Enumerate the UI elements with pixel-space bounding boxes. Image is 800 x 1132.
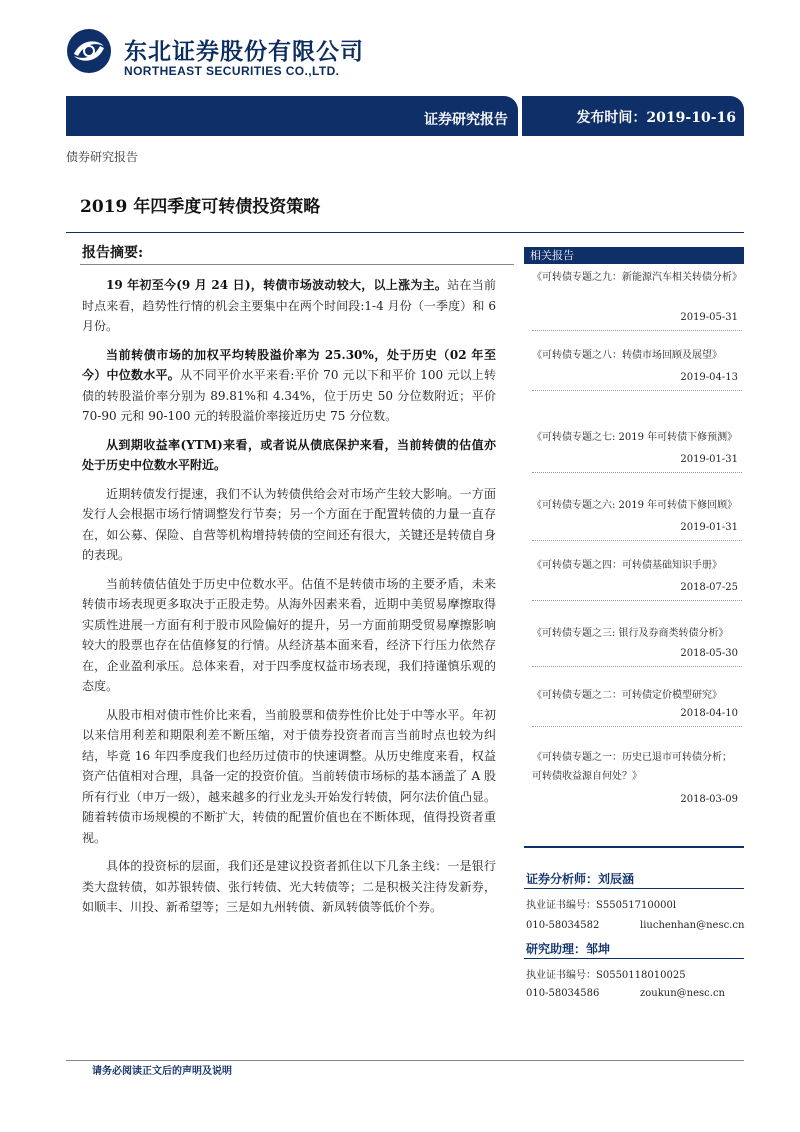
related-report-item[interactable]: 《可转债专题之六: 2019 年可转债下修回顾》 2019-01-31 xyxy=(524,496,744,515)
paragraph: 从股市相对债市性价比来看，当前股票和债券性价比处于中等水平。年初以来信用利差和期限利差不断压缩，对于债券投资者而言当前时点也较为纠结，毕竟 16 年四季度我们也经历过债市的快速调整。从历史维度来看，权益资产估值相对合理，具备一定的投资价值。当前转债市场标的基本涵盖了 A 股所有行业（申万一级），越来越多的行业龙头开始发行转债，阿尔法价值凸显。随着转债市场规模的不断扩大，转债的配置价值也在不断体现，值得投资者重视。 xyxy=(82,707,497,845)
company-name-en: NORTHEAST SECURITIES CO.,LTD. xyxy=(124,64,340,78)
report-category-banner xyxy=(66,96,518,136)
related-report-item[interactable]: 《可转债专题之八：转债市场回顾及展望》 2019-04-13 xyxy=(524,346,744,365)
paragraph: 19 年初至今(9 月 24 日)，转债市场波动较大，以上涨为主。站在当前时点来看，趋势性行情的机会主要集中在两个时间段:1-4 月份（一季度）和 6 月份。 xyxy=(82,278,496,333)
abstract-body xyxy=(82,275,496,926)
assistant-phone: 010-58034586 xyxy=(526,988,600,999)
paragraph: 从到期收益率(YTM)来看，或者说从债底保护来看，当前转债的估值亦处于历史中位数水平附近。 xyxy=(82,437,496,472)
analyst-email[interactable]: liuchenhan@nesc.cn xyxy=(640,920,745,931)
footer-disclaimer: 请务必阅读正文后的声明及说明 xyxy=(92,1066,232,1077)
footer-divider xyxy=(66,1060,744,1061)
page-title: 2019 年四季度可转债投资策略 xyxy=(80,197,321,217)
abstract-heading: 报告摘要: xyxy=(82,245,144,261)
analyst-phone: 010-58034582 xyxy=(526,920,600,931)
paragraph: 近期转债发行提速，我们不认为转债供给会对市场产生较大影响。一方面发行人会根据市场行情调整发行节奏；另一个方面在于配置转债的力量一直存在，如公募、保险、自营等机构增持转债的空间还有很大，关键还是转债自身的表现。 xyxy=(82,486,496,562)
related-reports-heading: 相关报告 xyxy=(524,247,744,264)
paragraph: 当前转债估值处于历史中位数水平。估值不是转债市场的主要矛盾，未来转债市场表现更多取决于正股走势。从海外因素来看，近期中美贸易摩擦取得实质性进展一方面有利于股市风险偏好的提升，另一方面前期受贸易摩擦影响较大的股票也存在估值修复的行情。从经济基本面来看，经济下行压力依然存在，企业盈利承压。总体来看，对于四季度权益市场表现，我们持谨慎乐观的态度。 xyxy=(82,576,496,693)
analyst-cert: 执业证书编号：S55051710000l xyxy=(526,900,677,911)
title-divider xyxy=(66,232,744,233)
related-report-item[interactable]: 《可转债专题之四：可转债基础知识手册》 2018-07-25 xyxy=(524,556,744,575)
paragraph: 具体的投资标的层面，我们还是建议投资者抓住以下几条主线：一是银行类大盘转债，如苏银转债、张行转债、光大转债等；二是积极关注待发新券，如顺丰、川投、新希望等；三是如九州转债、新凤转债等低价个券。 xyxy=(82,859,496,914)
company-name-cn: 东北证券股份有限公司 xyxy=(124,39,364,65)
publish-date-banner xyxy=(522,96,744,136)
related-report-item[interactable]: 《可转债专题之一：历史已退市可转债分析；可转债收益源自何处？》 2018-03-09 xyxy=(532,752,738,805)
assistant-role: 研究助理：邹坤 xyxy=(526,942,611,956)
company-logo-icon xyxy=(66,28,112,74)
related-report-item[interactable]: 《可转债专题之七: 2019 年可转债下修预测》 2019-01-31 xyxy=(524,428,744,447)
analyst-divider xyxy=(524,958,744,959)
analyst-divider-top xyxy=(524,846,744,848)
document-type: 债券研究报告 xyxy=(66,150,139,164)
report-category: 证券研究报告 xyxy=(424,112,508,128)
related-report-item[interactable]: 《可转债专题之二：可转债定价模型研究》 2018-04-10 xyxy=(524,686,744,705)
related-report-item[interactable]: 《可转债专题之九：新能源汽车相关转债分析》 2019-05-31 xyxy=(524,268,744,287)
assistant-email[interactable]: zoukun@nesc.cn xyxy=(640,988,725,999)
related-report-item[interactable]: 《可转债专题之三: 银行及券商类转债分析》 2018-05-30 xyxy=(524,624,744,643)
assistant-cert: 执业证书编号：S0550118010025 xyxy=(526,970,686,981)
paragraph: 当前转债市场的加权平均转股溢价率为 25.30%，处于历史（02 年至今）中位数水平。从不同平价水平来看:平价 70 元以下和平价 100 元以上转债的转股溢价率分别为 89.81%和 4.34%，位于历史 50 分位数附近；平价 70-90 元和 90-100 元的转股溢价率接近历史 75 分位数。 xyxy=(82,347,496,423)
publish-date: 发布时间：2019-10-16 xyxy=(576,110,736,126)
analyst-divider xyxy=(524,888,744,889)
analyst-role: 证券分析师：刘辰涵 xyxy=(526,872,635,886)
abstract-divider xyxy=(80,264,514,265)
